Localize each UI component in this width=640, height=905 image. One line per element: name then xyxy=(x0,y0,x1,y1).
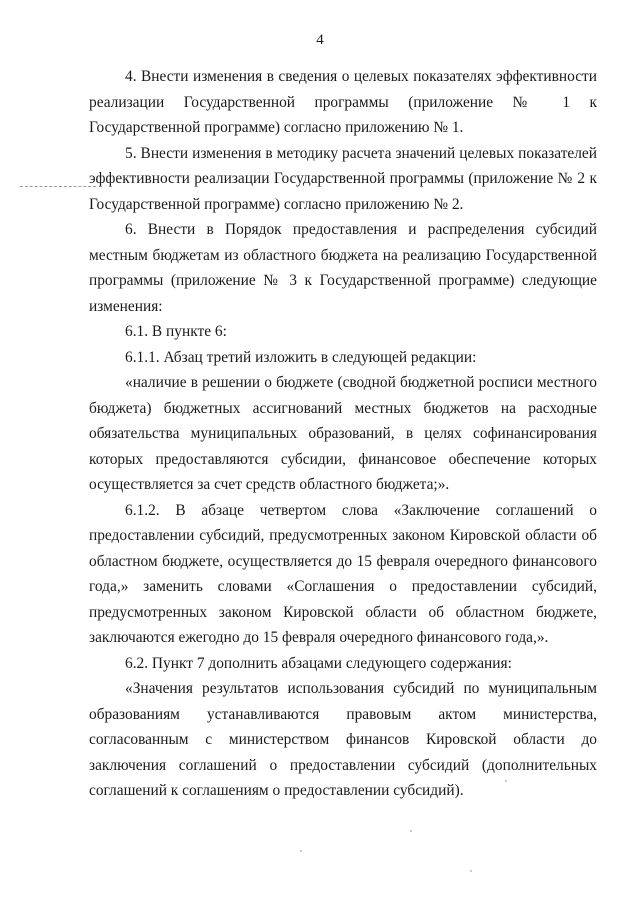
paragraph-4: 4. Внести изменения в сведения о целевых показателях эффективности реализации Государственной программы (приложение № 1 к Государственной программе) согласно приложению № 1. xyxy=(89,68,597,136)
scan-speck xyxy=(410,830,412,832)
paragraph-quote-1: «наличие в решении о бюджете (сводной бюджетной росписи местного бюджета) бюджетных ассигнований местных бюджетов на расходные обязательства муниципальных образований, в целях софинансирования которых предоставляются субсидии, финансовое обеспечение которых осуществляется за счет средств областного бюджета;». xyxy=(89,374,597,493)
page-number: 4 xyxy=(316,32,324,48)
paragraph-5: 5. Внести изменения в методику расчета значений целевых показателей эффективности реализации Государственной программы (приложение № 2 к Государственной программе) согласно приложению № 2. xyxy=(89,144,597,213)
paragraph-6-1: 6.1. В пункте 6: xyxy=(125,323,227,340)
scan-speck xyxy=(470,870,472,872)
paragraph-6: 6. Внести в Порядок предоставления и распределения субсидий местным бюджетам из областного бюджета на реализацию Государственной программы (приложение № 3 к Государственной программе) следующие изменения: xyxy=(89,221,597,315)
paragraph-6-2: 6.2. Пункт 7 дополнить абзацами следующего содержания: xyxy=(125,654,512,672)
scan-speck xyxy=(300,850,302,852)
paragraph-6-1-2: 6.1.2. В абзаце четвертом слова «Заключение соглашений о предоставлении субсидий, предусмотренных законом Кировской области об областном бюджете, осуществляется до 15 февраля очередного финансового года,» заменить словами «Соглашения о предоставлении субсидий, предусмотренных законом Кировской области об областном бюджете, заключаются ежегодно до 15 февраля очередного финансового года,». xyxy=(89,501,597,646)
paragraph-quote-2: «Значения результатов использования субсидий по муниципальным образованиям устанавливаются правовым актом министерства, согласованным с министерством финансов Кировской области до заключения соглашений о предоставлении субсидий (дополнительных соглашений к соглашениям о предоставлении субсидий). xyxy=(89,680,597,799)
scan-artifact-dash xyxy=(20,186,96,187)
document-body xyxy=(89,64,597,804)
paragraph-6-1-1: 6.1.1. Абзац третий изложить в следующей редакции: xyxy=(125,348,477,366)
